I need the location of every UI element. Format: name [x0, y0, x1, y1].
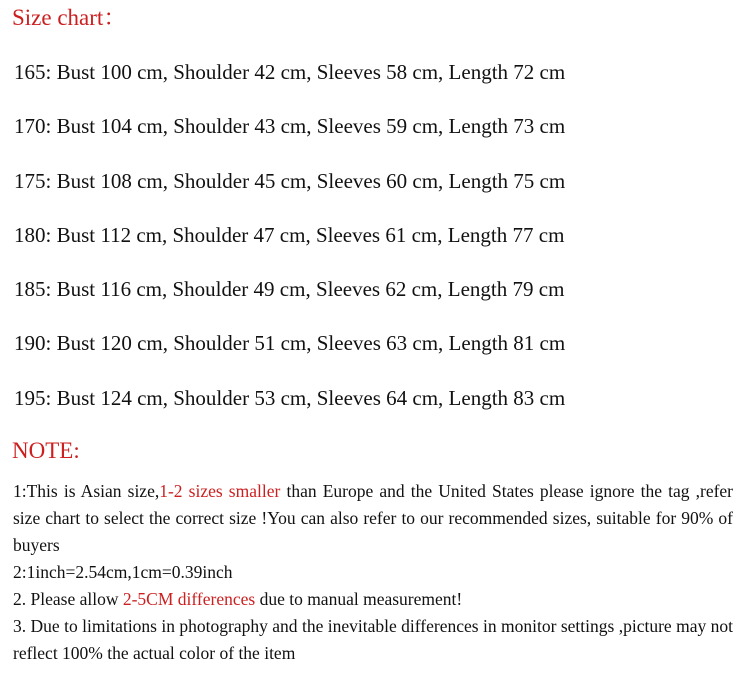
size-row-175: 175: Bust 108 cm, Shoulder 45 cm, Sleeves 60 cm, Length 75 cm	[14, 168, 566, 193]
note-asian-size-suffix: than Europe and the United States please ignore the tag ,refer size chart to select the correct size !You can also refer to our recommended sizes, suitable for 90% of buyers	[13, 481, 734, 555]
note-asian-size-prefix: 1:This is Asian size,	[13, 481, 160, 501]
notes-section	[13, 478, 733, 667]
size-row-195: 195: Bust 124 cm, Shoulder 53 cm, Sleeves 64 cm, Length 83 cm	[14, 385, 566, 410]
note-measurement-prefix: 2. Please allow	[13, 589, 123, 609]
size-chart-title: Size chart：	[12, 5, 127, 30]
note-asian-size	[13, 478, 733, 559]
note-title: NOTE:	[12, 438, 80, 463]
note-measurement-difference	[13, 586, 733, 613]
note-measurement-suffix: due to manual measurement!	[255, 589, 463, 609]
size-row-185: 185: Bust 116 cm, Shoulder 49 cm, Sleeves 62 cm, Length 79 cm	[14, 277, 565, 302]
size-row-165: 165: Bust 100 cm, Shoulder 42 cm, Sleeves 58 cm, Length 72 cm	[14, 60, 566, 84]
size-row-190: 190: Bust 120 cm, Shoulder 51 cm, Sleeves 63 cm, Length 81 cm	[14, 331, 566, 356]
note-unit-conversion: 2:1inch=2.54cm,1cm=0.39inch	[13, 562, 233, 582]
size-chart-list	[14, 58, 565, 438]
note-color-disclaimer: 3. Due to limitations in photography and the inevitable differences in monitor settings ,picture may not reflect 100% the actual color of the item	[13, 616, 733, 663]
size-row-170: 170: Bust 104 cm, Shoulder 43 cm, Sleeves 59 cm, Length 73 cm	[14, 114, 566, 139]
note-difference-highlight: 2-5CM differences	[122, 589, 256, 609]
size-row-180: 180: Bust 112 cm, Shoulder 47 cm, Sleeves 61 cm, Length 77 cm	[14, 222, 565, 247]
note-size-smaller-highlight: 1-2 sizes smaller	[159, 481, 281, 501]
